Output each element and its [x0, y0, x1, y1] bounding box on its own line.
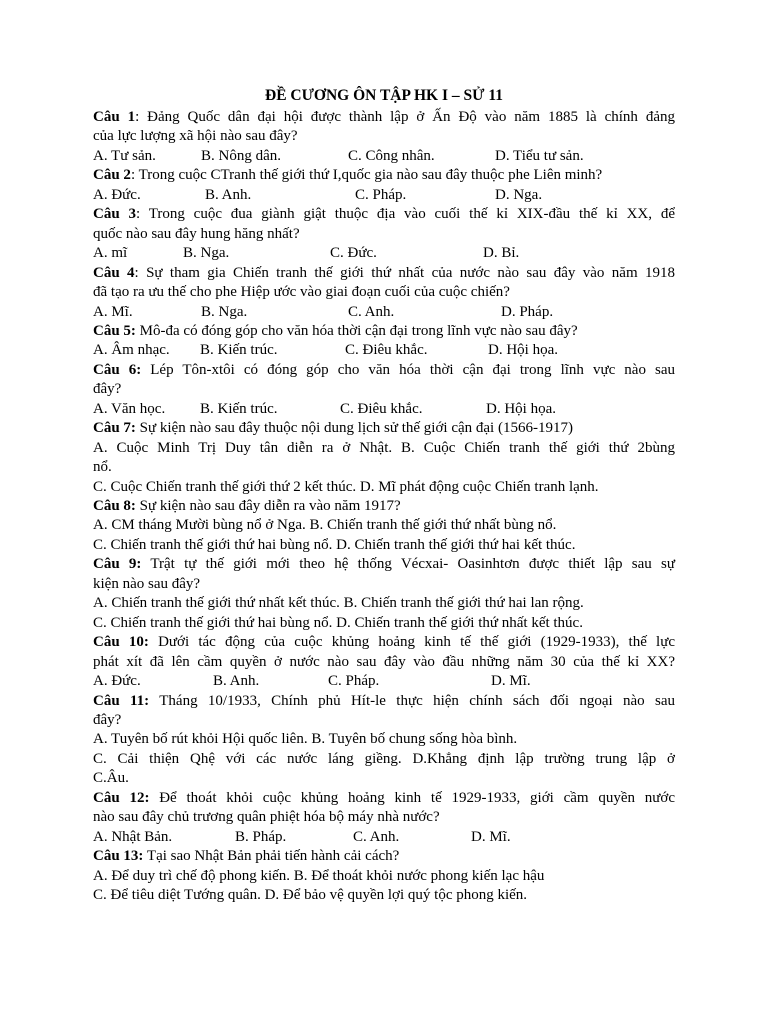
- answer-option: C. Đức.: [330, 245, 377, 262]
- question-number: Câu 2: [93, 167, 131, 184]
- question-number: Câu 1: [93, 109, 136, 125]
- question-text: : Trong cuộc đua giành giật thuộc địa vào cuối thế kỉ XIX-đầu thế kỉ XX, để: [136, 206, 675, 223]
- answer-option: B. Anh.: [205, 186, 252, 203]
- question-line: [93, 264, 675, 284]
- question-text: Để thoát khỏi cuộc khủng hoảng kinh tế 1929-1933, giới cầm quyền nước: [149, 789, 675, 806]
- answer-option: B. Kiến trúc.: [200, 400, 278, 417]
- question-line: [93, 497, 675, 517]
- answer-option: D. Bỉ.: [483, 245, 520, 262]
- text-line: của lực lượng xã hội nào sau đây?: [93, 128, 298, 145]
- answer-option: B. Kiến trúc.: [200, 342, 278, 359]
- question-text: Tại sao Nhật Bản phải tiến hành cải cách?: [143, 848, 400, 865]
- text-line: A. CM tháng Mười bùng nổ ở Nga. B. Chiến tranh thế giới thứ nhất bùng nổ.: [93, 517, 557, 534]
- question-number: Câu 11:: [93, 692, 150, 709]
- question-text: Mô-đa có đóng góp cho văn hóa thời cận đại trong lĩnh vực nào sau đây?: [135, 322, 578, 339]
- question-text: Tháng 10/1933, Chính phủ Hít-le thực hiện chính sách đối ngoại nào sau: [149, 692, 676, 709]
- answer-option: A. Văn học.: [93, 400, 166, 417]
- question-text: : Đảng Quốc dân đại hội được thành lập ở Ấn Độ vào năm 1885 là chính đảng: [135, 109, 675, 125]
- answer-option: B. Anh.: [213, 673, 260, 690]
- answer-option: B. Nga.: [183, 245, 230, 262]
- question-number: Câu 5:: [93, 322, 136, 339]
- question-number: Câu 7:: [93, 420, 136, 437]
- answer-option: C. Anh.: [353, 828, 400, 845]
- text-line: nào sau đây chủ trương quân phiệt hóa bộ máy nhà nước?: [93, 809, 440, 826]
- question-line: [93, 847, 675, 867]
- text-line: phát xít đã lên cầm quyền ở nước nào sau đây vào đầu những năm 30 của thế kỉ XX?: [93, 653, 675, 670]
- answer-option: D. Mĩ.: [471, 828, 511, 845]
- question-line: [93, 166, 675, 186]
- answer-option: D. Hội họa.: [488, 342, 558, 359]
- question-text: Sự kiện nào sau đây thuộc nội dung lịch sử thế giới cận đại (1566-1917): [135, 420, 573, 437]
- answer-option: A. mĩ: [93, 245, 128, 262]
- answer-option: A. Nhật Bản.: [93, 828, 173, 845]
- question-number: Câu 6:: [93, 361, 142, 378]
- text-line: nổ.: [93, 459, 112, 476]
- answer-option: C. Pháp.: [355, 186, 407, 203]
- question-text: Lép Tôn-xtôi có đóng góp cho văn hóa thời cận đại trong lĩnh vực nào sau: [141, 361, 675, 378]
- text-line: C. Chiến tranh thế giới thứ hai bùng nổ. D. Chiến tranh thế giới thứ hai kết thúc.: [93, 536, 576, 553]
- question-line: [93, 205, 675, 225]
- answer-option: C. Điêu khắc.: [345, 342, 428, 359]
- question-text: Trật tự thế giới mới theo hệ thống Vécxai- Oasinhtơn được thiết lập sau sự: [141, 556, 676, 573]
- question-number: Câu 3: [93, 206, 136, 223]
- answer-option: C. Công nhân.: [348, 147, 435, 164]
- answer-option: D. Mĩ.: [491, 673, 531, 690]
- text-line: đây?: [93, 711, 122, 728]
- question-number: Câu 4: [93, 264, 135, 281]
- question-line: [93, 633, 675, 653]
- question-line: [93, 361, 675, 381]
- question-line: [93, 555, 675, 575]
- question-number: Câu 12:: [93, 789, 150, 806]
- answer-option: D. Pháp.: [501, 303, 554, 320]
- answer-option: B. Nga.: [201, 303, 248, 320]
- text-line: đây?: [93, 381, 122, 398]
- text-line: A. Tuyên bố rút khỏi Hội quốc liên. B. Tuyên bố chung sống hòa bình.: [93, 731, 518, 748]
- answer-option: B. Pháp.: [235, 828, 287, 845]
- question-line: [93, 789, 675, 809]
- answer-option: A. Âm nhạc.: [93, 342, 170, 359]
- answer-option: C. Anh.: [348, 303, 395, 320]
- question-text: Sự kiện nào sau đây diễn ra vào năm 1917?: [135, 498, 401, 514]
- answer-option: C. Pháp.: [328, 673, 380, 690]
- answer-option: C. Điêu khắc.: [340, 400, 423, 417]
- answer-option: D. Tiểu tư sản.: [495, 147, 584, 164]
- answer-option: A. Tư sản.: [93, 147, 156, 164]
- text-line: A. Chiến tranh thế giới thứ nhất kết thúc. B. Chiến tranh thế giới thứ hai lan rộng.: [93, 595, 584, 612]
- question-text: : Sự tham gia Chiến tranh thế giới thứ nhất của nước nào sau đây vào năm 1918: [134, 264, 675, 281]
- answer-option: A. Đức.: [93, 673, 141, 690]
- text-line: C. Để tiêu diệt Tướng quân. D. Để bảo vệ quyền lợi quý tộc phong kiến.: [93, 887, 528, 903]
- text-line: A. Để duy trì chế độ phong kiến. B. Để thoát khỏi nước phong kiến lạc hậu: [93, 867, 545, 884]
- answer-option: A. Mĩ.: [93, 303, 133, 320]
- answer-option: D. Nga.: [495, 186, 543, 203]
- question-number: Câu 9:: [93, 556, 142, 573]
- text-line: A. Cuộc Minh Trị Duy tân diễn ra ở Nhật. B. Cuộc Chiến tranh thế giới thứ 2bùng: [93, 439, 675, 456]
- question-line: [93, 419, 675, 439]
- document-title: ĐỀ CƯƠNG ÔN TẬP HK I – SỬ 11: [265, 87, 503, 104]
- text-line: C. Cuộc Chiến tranh thế giới thứ 2 kết thúc. D. Mĩ phát động cuộc Chiến tranh lạnh.: [93, 478, 599, 495]
- text-line: C. Cải thiện Qhệ với các nước láng giềng. D.Khẳng định lập trường trung lập ở: [93, 750, 675, 767]
- answer-option: B. Nông dân.: [201, 147, 281, 164]
- text-line: kiện nào sau đây?: [93, 575, 201, 592]
- question-number: Câu 10:: [93, 634, 149, 651]
- question-text: : Trong cuộc CTranh thế giới thứ I,quốc gia nào sau đây thuộc phe Liên minh?: [130, 167, 603, 184]
- question-line: [93, 108, 675, 128]
- answer-option: A. Đức.: [93, 186, 141, 203]
- question-text: Dưới tác động của cuộc khủng hoảng kinh tế thế giới (1929-1933), thế lực: [148, 634, 676, 651]
- question-number: Câu 8:: [93, 498, 136, 514]
- question-line: [93, 322, 675, 342]
- question-line: [93, 692, 675, 712]
- text-line: đã tạo ra ưu thế cho phe Hiệp ước vào giai đoạn cuối của cuộc chiến?: [93, 284, 510, 301]
- text-line: quốc nào sau đây hung hăng nhất?: [93, 225, 300, 242]
- question-number: Câu 13:: [93, 848, 144, 865]
- answer-option: D. Hội họa.: [486, 400, 556, 417]
- text-line: C.Âu.: [93, 770, 129, 787]
- text-line: C. Chiến tranh thế giới thứ hai bùng nổ. D. Chiến tranh thế giới thứ nhất kết thúc.: [93, 614, 583, 631]
